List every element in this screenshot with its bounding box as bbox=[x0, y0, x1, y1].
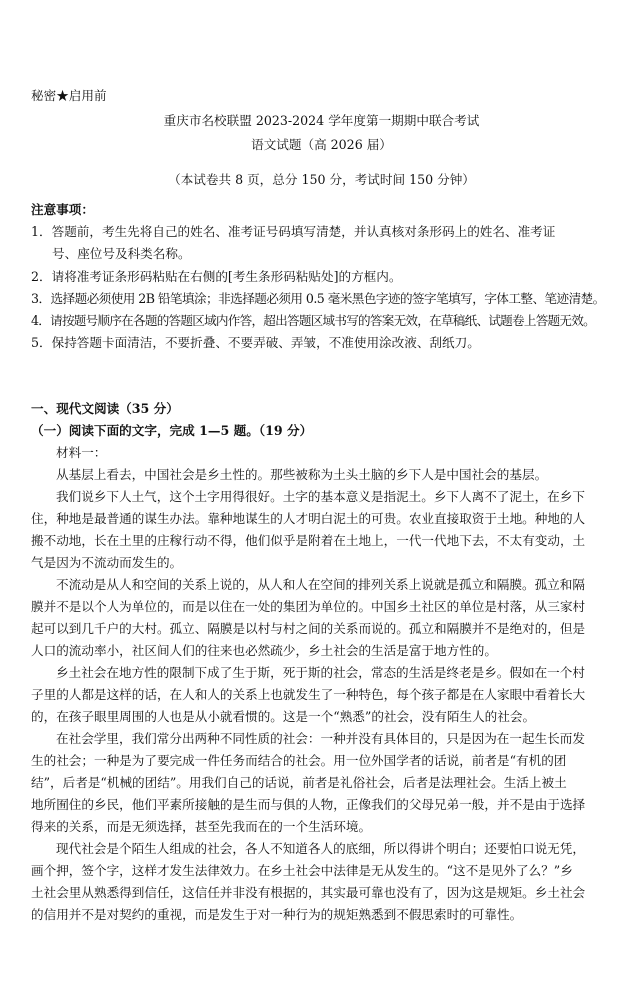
text-line: 土社会里从熟悉得到信任，这信任并非没有根据的，其实最可靠也没有了，因为这是规矩。乡土社会 bbox=[31, 885, 586, 900]
note-item-continued: 号、座位号及科类名称。 bbox=[52, 246, 191, 261]
text-line: 生的社会；一种是为了要完成一件任务而结合的社会。用一位外国学者的话说，前者是“有机的团 bbox=[31, 753, 567, 768]
text-line: 子里的人都是这样的话，在人和人的关系上也就发生了一种特色，每个孩子都是在人家眼中看着长大 bbox=[31, 687, 586, 702]
text-line: 的，在孩子眼里周围的人也是从小就看惯的。这是一个“熟悉”的社会，没有陌生人的社会。 bbox=[31, 709, 536, 724]
note-item: 2．请将准考证条形码粘贴在右侧的[考生条形码粘贴处]的方框内。 bbox=[31, 269, 402, 284]
confidential-mark: 秘密★启用前 bbox=[31, 88, 107, 103]
text-line: 现代社会是个陌生人组成的社会，各人不知道各人的底细，所以得讲个明白；还要怕口说无凭， bbox=[56, 841, 585, 856]
section-subheading: （一）阅读下面的文字，完成 1—5 题。（19 分） bbox=[31, 423, 313, 438]
text-line: 气是因为不流动而发生的。 bbox=[31, 555, 183, 570]
material-label: 材料一： bbox=[56, 445, 107, 460]
text-line: 在社会学里，我们常分出两种不同性质的社会：一种并没有具体目的，只是因为在一起生长而发 bbox=[56, 731, 585, 746]
text-line: 的信用并不是对契约的重视，而是发生于对一种行为的规矩熟悉到不假思索时的可靠性。 bbox=[31, 907, 523, 922]
note-item: 3．选择题必须使用 2B 铅笔填涂；非选择题必须用 0.5 毫米黑色字迹的签字笔填写，字体工整、笔迹清楚。 bbox=[31, 291, 605, 306]
text-line: 画个押，签个字，这样才发生法律效力。在乡土社会中法律是无从发生的。“这不是见外了么？”乡 bbox=[31, 863, 573, 878]
text-line: 起可以到几千户的大村。孤立、隔膜是以村与村之间的关系而说的。孤立和隔膜并不是绝对的，但是 bbox=[31, 621, 586, 636]
exam-org-title: 重庆市名校联盟 2023-2024 学年度第一期期中联合考试 bbox=[163, 113, 480, 128]
text-line: 从基层上看去，中国社会是乡土性的。那些被称为土头土脑的乡下人是中国社会的基层。 bbox=[56, 467, 548, 482]
notes-title: 注意事项： bbox=[31, 202, 94, 217]
note-item: 5．保持答题卡面清洁，不要折叠、不要弄破、弄皱，不准使用涂改液、刮纸刀。 bbox=[31, 335, 480, 350]
text-line: 不流动是从人和空间的关系上说的，从人和人在空间的排列关系上说就是孤立和隔膜。孤立和隔 bbox=[56, 577, 585, 592]
note-item: 4．请按题号顺序在各题的答题区域内作答，超出答题区域书写的答案无效，在草稿纸、试题卷上答题无效。 bbox=[31, 313, 595, 328]
note-item: 1．答题前，考生先将自己的姓名、准考证号码填写清楚，并认真核对条形码上的姓名、准考证 bbox=[31, 224, 556, 239]
text-line: 人口的流动率小，社区间人们的往来也必然疏少，乡土社会的生活是富于地方性的。 bbox=[31, 643, 497, 658]
text-line: 住，种地是最普通的谋生办法。靠种地谋生的人才明白泥土的可贵。农业直接取资于土地。种地的人 bbox=[31, 511, 586, 526]
text-line: 得来的关系，而是无须选择，甚至先我而在的一个生活环境。 bbox=[31, 819, 372, 834]
exam-info: （本试卷共 8 页，总分 150 分，考试时间 150 分钟） bbox=[168, 172, 475, 187]
text-line: 膜并不是以个人为单位的，而是以住在一处的集团为单位的。中国乡土社区的单位是村落，从三家村 bbox=[31, 599, 586, 614]
text-line: 乡土社会在地方性的限制下成了生于斯，死于斯的社会，常态的生活是终老是乡。假如在一个村 bbox=[56, 665, 585, 680]
text-line: 结”，后者是“机械的团结”。用我们自己的话说，前者是礼俗社会，后者是法理社会。生活上被土 bbox=[31, 775, 567, 790]
text-line: 我们说乡下人土气，这个土字用得很好。土字的基本意义是指泥土。乡下人离不了泥土，在乡下 bbox=[56, 489, 585, 504]
text-line: 搬不动地，长在土里的庄稼行动不得，他们似乎是附着在土地上，一代一代地下去，不太有变动，土 bbox=[31, 533, 586, 548]
section-heading: 一、现代文阅读（35 分） bbox=[31, 401, 179, 416]
subject-title: 语文试题（高 2026 届） bbox=[251, 137, 392, 152]
text-line: 地所囿住的乡民，他们平素所接触的是生而与俱的人物，正像我们的父母兄弟一般，并不是由于选择 bbox=[31, 797, 586, 812]
